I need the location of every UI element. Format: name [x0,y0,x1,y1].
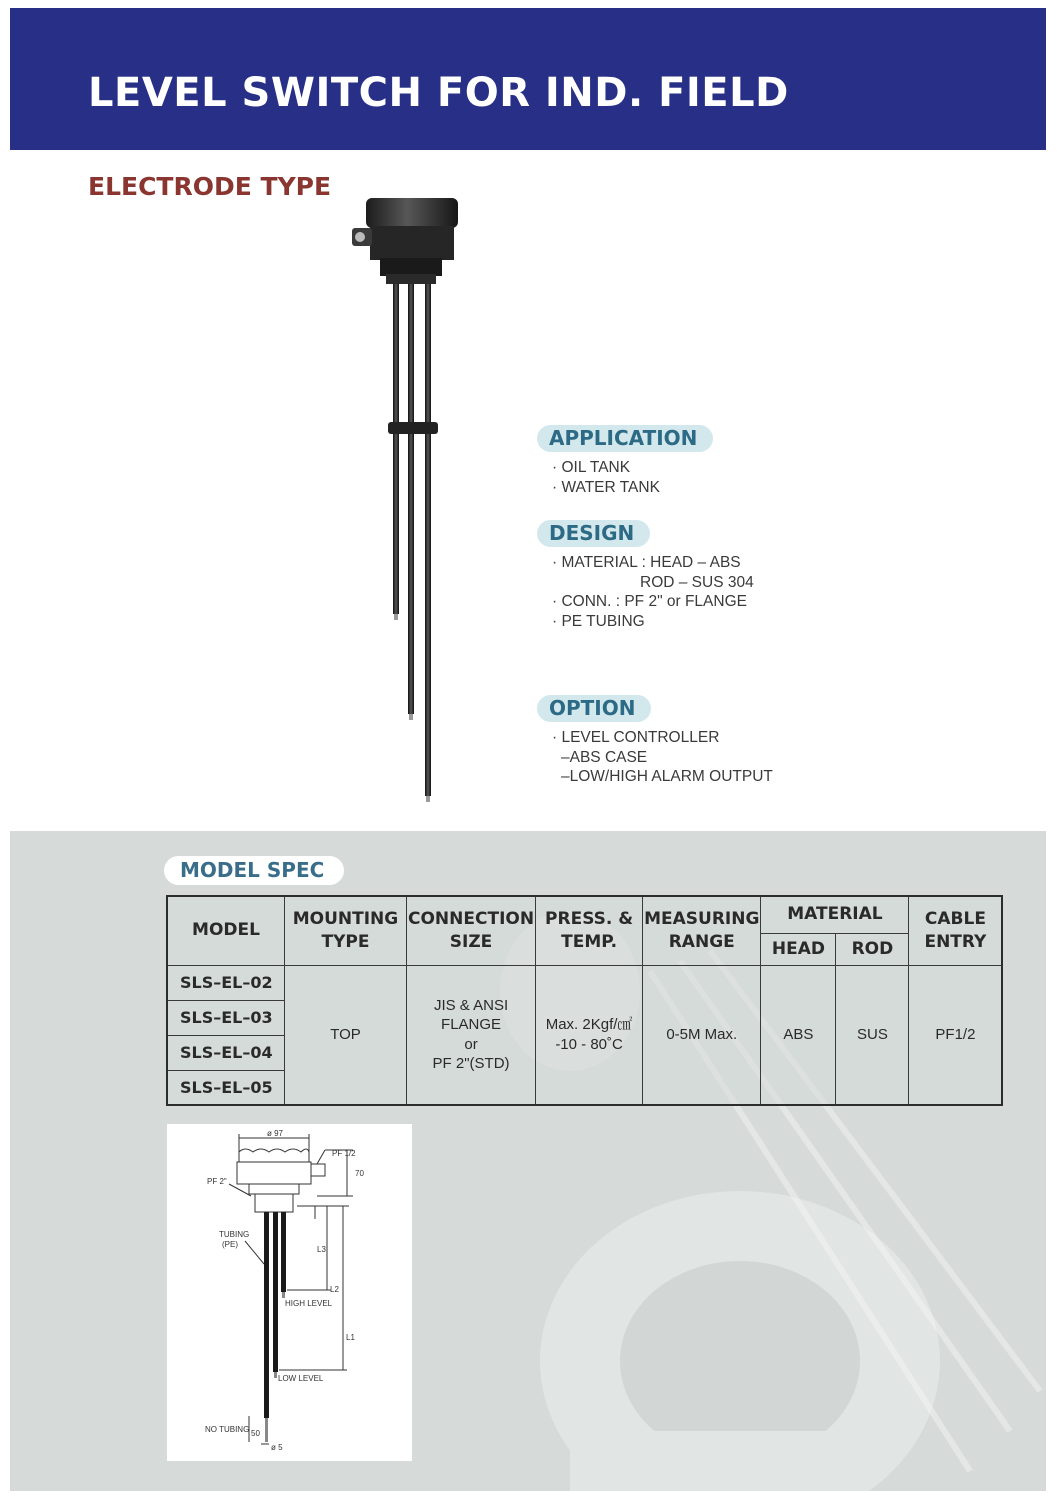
design-heading: DESIGN [537,520,650,547]
design-material: · MATERIAL : HEAD – ABS [552,554,741,571]
header-model: MODEL [167,896,285,965]
option-item: · LEVEL CONTROLLER [552,729,720,746]
dimension-drawing-panel [167,1124,412,1461]
no-tubing-label: NO TUBING [205,1425,250,1434]
header-mounting: MOUNTING TYPE [285,896,407,965]
design-material-rod: ROD – SUS 304 [640,573,754,591]
section-title: ELECTRODE TYPE [88,172,332,201]
design-block [537,520,754,631]
model-spec-section [10,831,1046,1491]
option-heading: OPTION [537,695,651,722]
dim-70-label: 70 [355,1169,364,1178]
dim-5-label: ø 5 [271,1443,283,1452]
high-level-label: HIGH LEVEL [285,1299,333,1308]
model-spec-table [166,895,1003,1106]
measuring-cell: 0-5M Max. [643,965,761,1105]
low-level-label: LOW LEVEL [278,1374,324,1383]
model-spec-heading: MODEL SPEC [164,856,344,885]
cable-entry-cell: PF1/2 [909,965,1003,1105]
tubing-pe-label: (PE) [222,1240,238,1249]
header-connection: CONNECTION SIZE [407,896,536,965]
model-cell: SLS–EL–05 [167,1070,285,1105]
option-item: –LOW/HIGH ALARM OUTPUT [561,768,773,785]
header-measuring: MEASURING RANGE [643,896,761,965]
model-cell: SLS–EL–03 [167,1000,285,1035]
application-item: · OIL TANK [552,459,631,476]
model-cell: SLS–EL–02 [167,965,285,1000]
header-cable: CABLE ENTRY [909,896,1003,965]
header-head: HEAD [761,933,836,965]
header-material: MATERIAL [761,896,909,933]
model-cell: SLS–EL–04 [167,1035,285,1070]
dim-l1-label: L1 [346,1333,355,1342]
dim-pf-half-label: PF 1/2 [332,1149,356,1158]
connection-cell: JIS & ANSI FLANGE or PF 2"(STD) [407,965,536,1105]
dim-50-label: 50 [251,1429,260,1438]
dim-l3-label: L3 [317,1245,326,1254]
head-material-cell: ABS [761,965,836,1105]
product-photo [340,190,480,810]
application-block [537,425,713,497]
option-block [537,695,773,787]
header-rod: ROD [836,933,909,965]
dimension-drawing [167,1124,412,1461]
mounting-cell: TOP [285,965,407,1105]
dim-diameter-label: ø 97 [267,1129,284,1138]
page-title: LEVEL SWITCH FOR IND. FIELD [88,70,789,116]
rod-material-cell: SUS [836,965,909,1105]
design-tubing: · PE TUBING [552,612,645,630]
press-temp-cell: Max. 2Kgf/㎠ -10 - 80˚C [536,965,643,1105]
design-conn: · CONN. : PF 2" or FLANGE [552,593,747,610]
dim-l2-label: L2 [330,1285,339,1294]
header-press-temp: PRESS. & TEMP. [536,896,643,965]
dim-pf2-label: PF 2" [207,1177,227,1186]
application-heading: APPLICATION [537,425,713,452]
option-item: –ABS CASE [561,748,648,766]
application-item: · WATER TANK [552,478,660,496]
tubing-label: TUBING [219,1230,250,1239]
header-banner [10,8,1046,150]
